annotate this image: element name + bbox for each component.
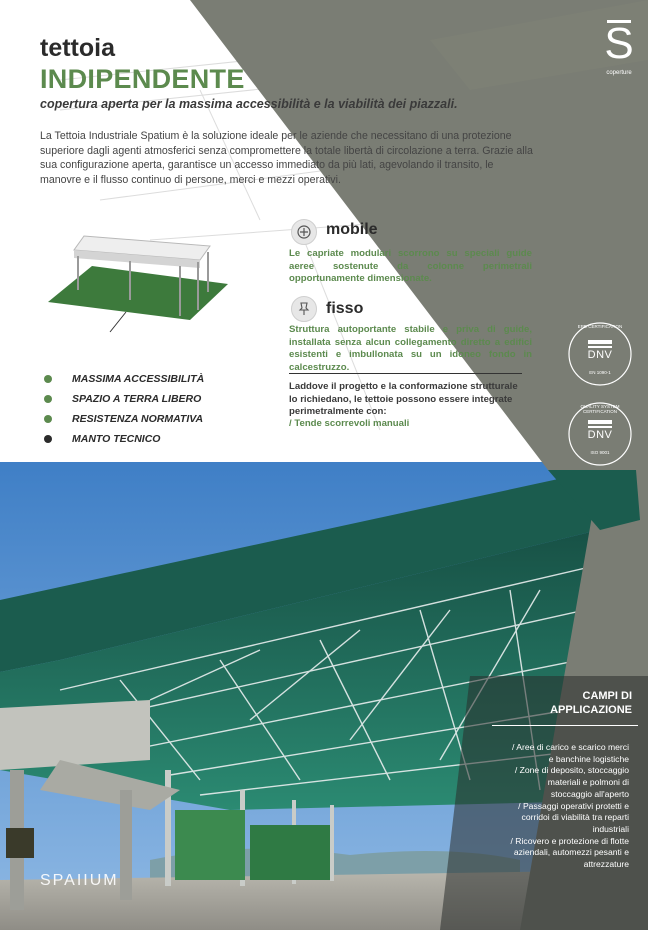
brand-logo: S [604,19,634,68]
cert-standard: EN 1090-1 [589,370,611,375]
campi-item: attrezzature [583,859,629,870]
campi-title [492,689,632,717]
title-line-1: tettoia [40,34,115,62]
campi-divider [492,725,638,726]
feature-label: SPAZIO A TERRA LIBERO [72,393,202,405]
feature-label: MASSIMA ACCESSIBILITÀ [72,373,205,385]
section-text-mobile: Le capriate modulari scorrono su speciali guide aeree sostenute da colonne perimetrali opportunamente dimensionate. [289,248,532,285]
campi-item: stoccaggio all'aperto [550,788,629,799]
campi-item: / Passaggi operativi protetti e [518,800,629,811]
bullet-icon [44,415,52,423]
cert-standard: ISO 9001 [590,450,610,455]
intro-paragraph: La Tettoia Industriale Spatium è la soluzione ideale per le aziende che necessitano di una protezione superiore dagli agenti atmosferici senza compromettere la totale libertà di circolazione a terra. Grazie alla sua configurazione aperta, garantisce un accesso immediato da più lati, agevolando il transito, le manovre e il flusso continuo di persone, merci e mezzi operativi. [40,130,533,186]
campi-item: corridoi di viabilità tra reparti [521,812,629,823]
title-line-2: INDIPENDENTE [40,64,245,94]
move-arrows-icon [291,219,317,245]
section-text-fisso: Struttura autoportante stabile e priva di guide, installata senza alcun collegamento diretto a edifici esistenti e imbullonata su un idoneo fondo in calcestruzzo. [289,324,532,373]
brand-wordmark: SPAIIUM [40,872,119,889]
cert-name: DNV [587,429,613,441]
section-title-mobile: mobile [326,221,378,238]
cert-name: DNV [587,349,613,361]
bullet-icon [44,435,52,443]
campi-item: e banchine logistiche [548,753,629,764]
feature-item [44,389,204,409]
feature-label: MANTO TECNICO [72,433,161,445]
campi-item: / Aree di carico e scarico merci [511,742,629,752]
subtitle: copertura aperta per la massima accessibilità e la viabilità dei piazzali. [40,97,458,111]
cert-label: EPD CERTIFICATION [577,324,623,329]
divider [289,373,522,374]
integration-note: Laddove il progetto e la conformazione strutturale lo richiedano, le tettoie possono essere integrate perimetralmente con: [289,381,518,418]
campi-list [488,742,629,871]
integration-option: / Tende scorrevoli manuali [289,418,410,429]
pin-icon [291,296,317,322]
campi-item: / Zone di deposito, stoccaggio [514,765,629,776]
campi-title-line1: CAMPI DI [582,690,632,702]
feature-item [44,429,204,449]
campi-item: materiali e polmoni di [547,777,629,788]
feature-label: RESISTENZA NORMATIVA [72,413,204,425]
canopy-diagram [48,236,228,332]
campi-title-line2: APPLICAZIONE [550,704,632,716]
bullet-icon [44,395,52,403]
cert-label: QUALITY SYSTEM CERTIFICATION [580,404,620,414]
campi-item: / Ricovero e protezione di flotte [510,835,629,846]
section-title-fisso: fisso [326,300,364,317]
feature-item [44,369,204,389]
bullet-icon [44,375,52,383]
campi-item: industriali [592,823,629,834]
feature-list [44,369,204,449]
feature-item [44,409,204,429]
brand-logo-caption: coperture [606,70,632,76]
campi-item: aziendali, automezzi pesanti e [513,847,629,858]
